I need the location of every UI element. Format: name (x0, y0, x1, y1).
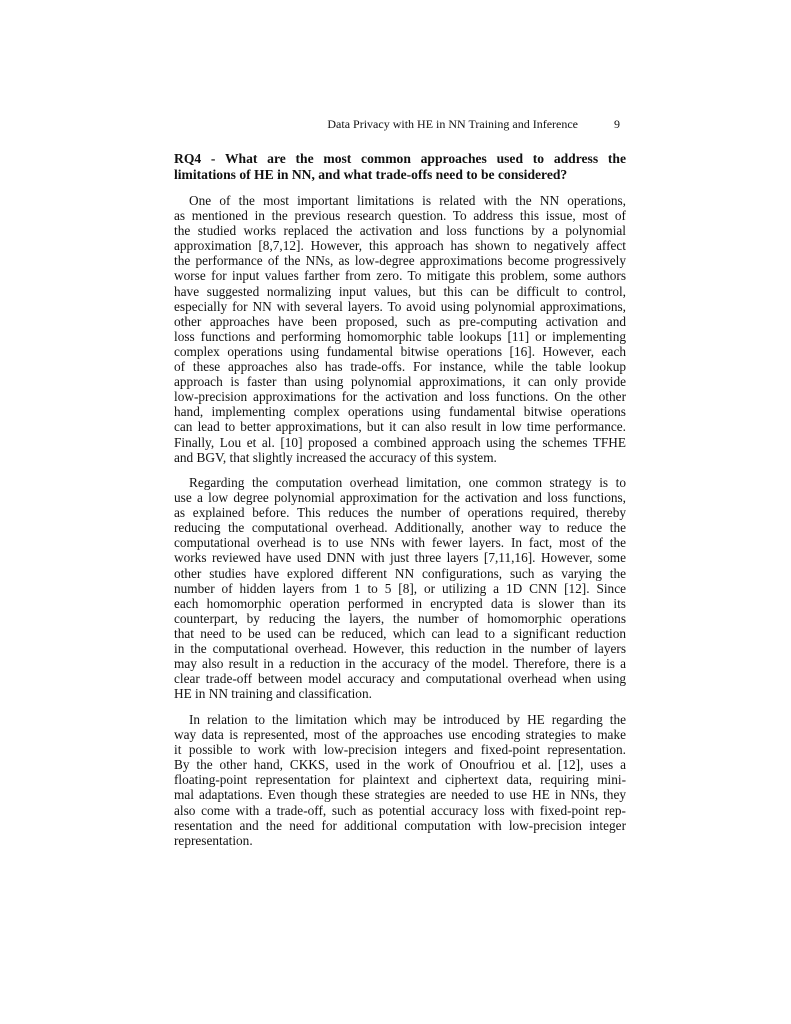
text-line: limitations of HE in NN, and what trade-offs need to be considered? (174, 167, 568, 182)
text-line: in the computational overhead. However, this reduction in the number of layers (174, 641, 626, 657)
text-line: In relation to the limitation which may be introduced by HE regarding the (189, 712, 626, 727)
text-line: computational overhead is to use NNs with fewer layers. In fact, most of the (174, 535, 626, 551)
running-header (174, 117, 626, 133)
paragraph-computation-overhead (174, 475, 626, 701)
text-line: as mentioned in the previous research question. To address this issue, most of (174, 208, 626, 224)
paragraph-nn-operations (174, 193, 626, 465)
text-line: of these approaches also has trade-offs. For instance, while the table lookup (174, 359, 626, 375)
text-line: approach is faster than using polynomial approximations, it can only provide (174, 374, 626, 390)
text-line: reducing the computational overhead. Additionally, another way to reduce the (174, 520, 626, 536)
text-line: mal adaptations. Even though these strategies are needed to use HE in NNs, they (174, 787, 626, 803)
text-line: worse for input values farther from zero. To mitigate this problem, some authors (174, 268, 626, 284)
text-line: the performance of the NNs, as low-degree approximations become progressively (174, 253, 626, 269)
text-line: use a low degree polynomial approximation for the activation and loss functions, (174, 490, 626, 506)
section-heading (174, 151, 626, 183)
text-line: RQ4 - What are the most common approaches used to address the (174, 151, 626, 166)
text-line: clear trade-off between model accuracy and computational overhead when using (174, 671, 626, 687)
text-line: other approaches have been proposed, such as pre-computing activation and (174, 313, 626, 329)
text-line: Regarding the computation overhead limitation, one common strategy is to (189, 475, 626, 490)
text-line: Finally, Lou et al. [10] proposed a combined approach using the schemes TFHE (174, 434, 626, 450)
text-line: One of the most important limitations is related with the NN operations, (189, 193, 626, 208)
text-line: approximation [8,7,12]. However, this approach has shown to negatively affect (174, 238, 626, 254)
text-line: loss functions and performing homomorphic table lookups [11] or implementing (174, 328, 626, 344)
text-line: also come with a trade-off, such as potential accuracy loss with fixed-point rep- (174, 802, 626, 818)
text-line: as explained before. This reduces the number of operations required, thereby (174, 505, 626, 521)
text-line: HE in NN training and classification. (174, 686, 372, 702)
text-line: each homomorphic operation performed in encrypted data is slower than its (174, 595, 626, 611)
text-line: resentation and the need for additional computation with low-precision integer (174, 817, 626, 833)
text-line: complex operations using fundamental bitwise operations [16]. However, each (174, 343, 626, 359)
text-line: works reviewed have used DNN with just three layers [7,11,16]. However, some (174, 550, 626, 566)
text-line: can lead to better approximations, but it can also result in low time performance. (174, 419, 626, 435)
text-line: By the other hand, CKKS, used in the work of Onoufriou et al. [12], uses a (174, 757, 626, 773)
text-line: counterpart, by reducing the layers, the number of homomorphic operations (174, 610, 626, 626)
text-line: low-precision approximations for the activation and loss functions. On the other (174, 389, 626, 405)
text-line: way data is represented, most of the approaches use encoding strategies to make (174, 727, 626, 743)
text-line: and BGV, that slightly increased the accuracy of this system. (174, 449, 497, 465)
text-line: especially for NN with several layers. To avoid using polynomial approximations, (174, 298, 626, 314)
text-line: number of hidden layers from 1 to 5 [8], or utilizing a 1D CNN [12]. Since (174, 580, 626, 596)
text-line: that need to be used can be reduced, which can lead to a significant reduction (174, 625, 626, 641)
text-line: hand, implementing complex operations using fundamental bitwise operations (174, 404, 626, 420)
text-line: have suggested normalizing input values, but this can be difficult to control, (174, 283, 626, 299)
running-header-title: Data Privacy with HE in NN Training and Inference (327, 117, 578, 131)
paragraph-data-representation (174, 712, 626, 848)
text-line: the studied works replaced the activation and loss functions by a polynomial (174, 223, 626, 239)
text-line: it possible to work with low-precision integers and fixed-point representation. (174, 742, 626, 758)
text-line: other studies have explored different NN configurations, such as varying the (174, 565, 626, 581)
text-line: floating-point representation for plaintext and ciphertext data, requiring mini- (174, 772, 626, 788)
text-line: representation. (174, 832, 253, 848)
text-line: may also result in a reduction in the accuracy of the model. Therefore, there is a (174, 656, 626, 672)
page-number: 9 (614, 117, 620, 131)
